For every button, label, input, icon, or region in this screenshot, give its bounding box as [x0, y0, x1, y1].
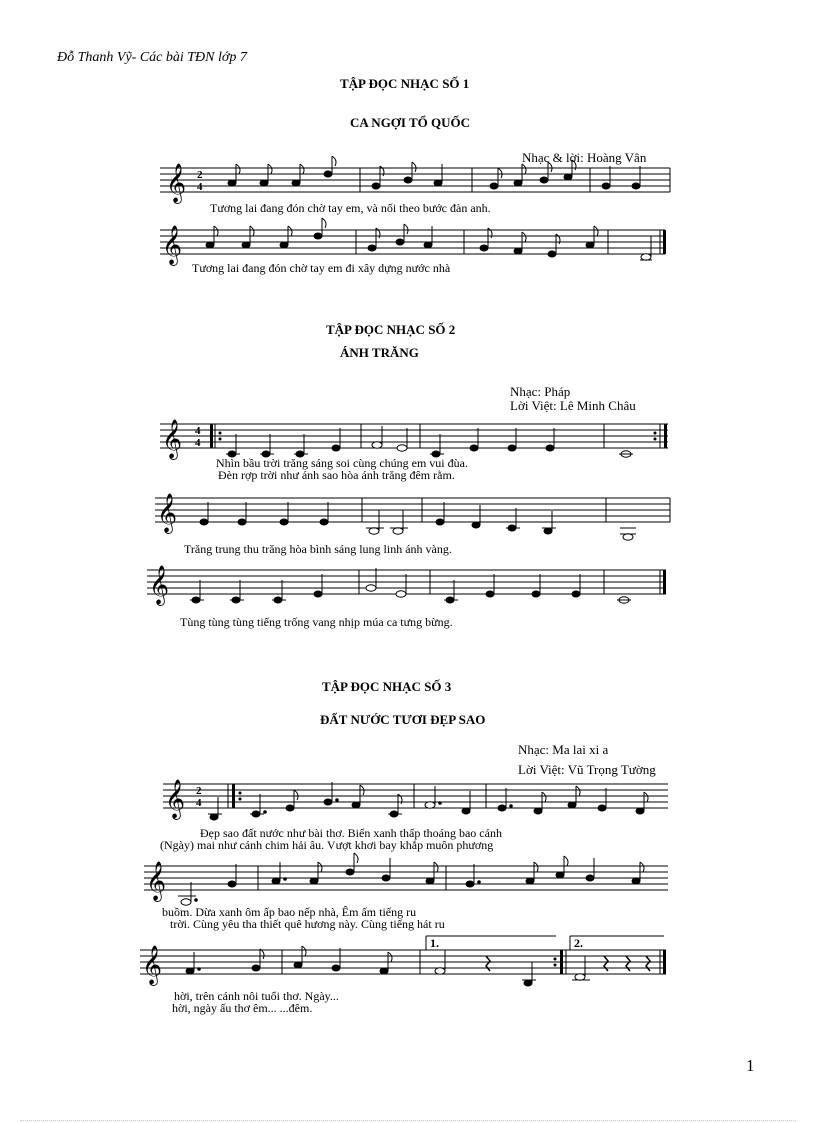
note — [242, 226, 254, 248]
note — [332, 948, 340, 971]
song-1-composer: Nhạc & lời: Hoàng Vân — [522, 150, 647, 165]
song-2-lyric-line-3: Trăng trung thu trăng hòa bình sáng lung linh ánh vàng. — [184, 542, 452, 556]
note — [568, 786, 580, 808]
note — [444, 580, 458, 603]
note — [382, 858, 390, 881]
note — [230, 580, 244, 603]
page-header: Đỗ Thanh Vỹ- Các bài TĐN lớp 7 — [57, 50, 247, 65]
note — [556, 856, 568, 878]
note — [314, 574, 322, 597]
song-3-title: ĐẤT NƯỚC TƯƠI ĐẸP SAO — [320, 712, 486, 727]
note — [434, 164, 442, 186]
treble-clef-icon: 𝄞 — [142, 947, 163, 984]
rest-icon — [486, 956, 650, 971]
note — [320, 502, 328, 525]
note — [292, 164, 304, 186]
note — [619, 451, 633, 457]
note — [396, 574, 406, 597]
note — [486, 574, 494, 597]
song-2-lyric-line-2: Đèn rợp trời như ánh sao hòa ánh trăng đêm rằm. — [218, 468, 455, 482]
note — [200, 502, 208, 525]
note — [206, 226, 218, 248]
note — [397, 428, 407, 451]
svg-text:2: 2 — [196, 785, 202, 797]
note — [470, 428, 478, 451]
svg-text:2: 2 — [197, 169, 203, 181]
svg-text:4: 4 — [195, 425, 201, 437]
note — [294, 946, 306, 968]
song-2-composer: Nhạc: Pháp — [510, 384, 571, 399]
note — [598, 788, 606, 811]
song-3-lyric-line-1: Đẹp sao đất nước như bài thơ. Biển xanh thấp thoáng bao cánh — [200, 826, 502, 840]
treble-clef-icon: 𝄞 — [149, 567, 170, 604]
song-2-lyric-line-1: Nhìn bầu trời trăng sáng soi cùng chúng em vui đùa. — [216, 456, 468, 470]
treble-clef-icon: 𝄞 — [146, 863, 167, 900]
note — [388, 794, 402, 817]
note — [238, 502, 246, 525]
treble-clef-icon: 𝄞 — [165, 781, 186, 818]
note — [366, 568, 376, 591]
song-1-staff-2 — [0, 222, 816, 262]
note — [534, 792, 546, 814]
note — [250, 794, 266, 817]
note — [572, 574, 580, 597]
song-1-lyric-line-2: Tương lai đang đón chờ tay em đi xây dựng nước nhà — [192, 261, 451, 275]
note — [636, 792, 648, 814]
note — [280, 502, 288, 525]
song-2-title: ÁNH TRĂNG — [340, 345, 419, 360]
song-3-number-title: TẬP ĐỌC NHẠC SỐ 3 — [322, 679, 452, 694]
page-number: 1 — [746, 1056, 755, 1075]
note — [272, 580, 286, 603]
song-3-staff-2 — [0, 855, 816, 905]
note — [226, 434, 240, 457]
note — [436, 502, 444, 525]
note — [526, 862, 538, 884]
note — [602, 166, 610, 189]
treble-clef-icon: 𝄞 — [166, 165, 187, 202]
song-2-lyric-line-4: Tùng tùng tùng tiếng trống vang nhịp múa ca tưng bừng. — [180, 615, 453, 629]
song-3-lyric-line-2: (Ngày) mai như cánh chim hải âu. Vượt khơi bay khắp muôn phương — [160, 838, 494, 852]
note — [294, 434, 308, 457]
volta-1: 1. — [430, 936, 439, 950]
song-3-staff-3 — [0, 930, 816, 992]
song-3-lyric-line-3: buồm. Dừa xanh ôm ấp bao nếp nhà, Êm ấm tiếng ru — [162, 905, 417, 919]
song-3-staff-1 — [0, 775, 816, 825]
note — [424, 226, 432, 248]
note — [228, 864, 236, 887]
note — [190, 580, 204, 603]
note — [514, 164, 526, 186]
volta-2: 2. — [574, 936, 583, 950]
song-2-staff-3 — [0, 560, 816, 610]
note — [532, 574, 540, 597]
song-2-lyricist: Lời Việt: Lê Minh Châu — [510, 398, 636, 413]
song-1-staff-1 — [0, 160, 816, 200]
treble-clef-icon: 𝄞 — [162, 227, 183, 264]
note — [498, 788, 512, 811]
song-3-lyric-line-5: hời, trên cánh nôi tuổi thơ. Ngày... — [174, 989, 339, 1003]
note — [372, 426, 382, 448]
note — [466, 864, 480, 887]
note — [260, 434, 274, 457]
song-2-number-title: TẬP ĐỌC NHẠC SỐ 2 — [326, 322, 456, 337]
svg-text:4: 4 — [197, 181, 203, 193]
note — [508, 428, 516, 451]
svg-text:4: 4 — [195, 437, 201, 449]
note — [425, 786, 441, 808]
note — [632, 862, 644, 884]
note — [260, 164, 272, 186]
song-1-title: CA NGỢI TỔ QUỐC — [350, 115, 471, 130]
song-3-composer: Nhạc: Ma lai xi a — [518, 742, 609, 757]
note — [310, 862, 322, 884]
song-1-number-title: TẬP ĐỌC NHẠC SỐ 1 — [340, 76, 470, 91]
footer-divider — [20, 1120, 796, 1121]
song-3-lyricist: Lời Việt: Vũ Trọng Tường — [518, 762, 656, 777]
note — [586, 226, 598, 248]
note — [186, 952, 200, 974]
note — [324, 782, 338, 805]
note — [178, 882, 197, 905]
note — [546, 428, 554, 451]
song-1-lyric-line-1: Tương lai đang đón chờ tay em, và nối theo bước đàn anh. — [210, 201, 491, 215]
note — [280, 226, 292, 248]
svg-text:4: 4 — [196, 797, 202, 809]
note — [506, 508, 520, 531]
note — [564, 160, 576, 180]
song-2-staff-1 — [0, 418, 816, 460]
note — [617, 597, 631, 603]
song-2-staff-2 — [0, 490, 816, 540]
song-3-lyric-line-4: trời. Cùng yêu tha thiết quê hương này. Cùng tiếng hát ru — [170, 917, 445, 931]
note — [632, 166, 640, 189]
note — [332, 428, 340, 451]
song-3-lyric-line-6: hời, ngày ấu thơ êm... ...đêm. — [172, 1001, 313, 1015]
note — [430, 434, 444, 457]
treble-clef-icon: 𝄞 — [162, 421, 183, 458]
treble-clef-icon: 𝄞 — [157, 495, 178, 532]
note — [586, 858, 594, 881]
note — [380, 952, 392, 974]
note — [426, 862, 438, 884]
note — [272, 862, 286, 884]
note — [228, 164, 240, 186]
note — [620, 528, 636, 540]
note — [514, 232, 526, 254]
